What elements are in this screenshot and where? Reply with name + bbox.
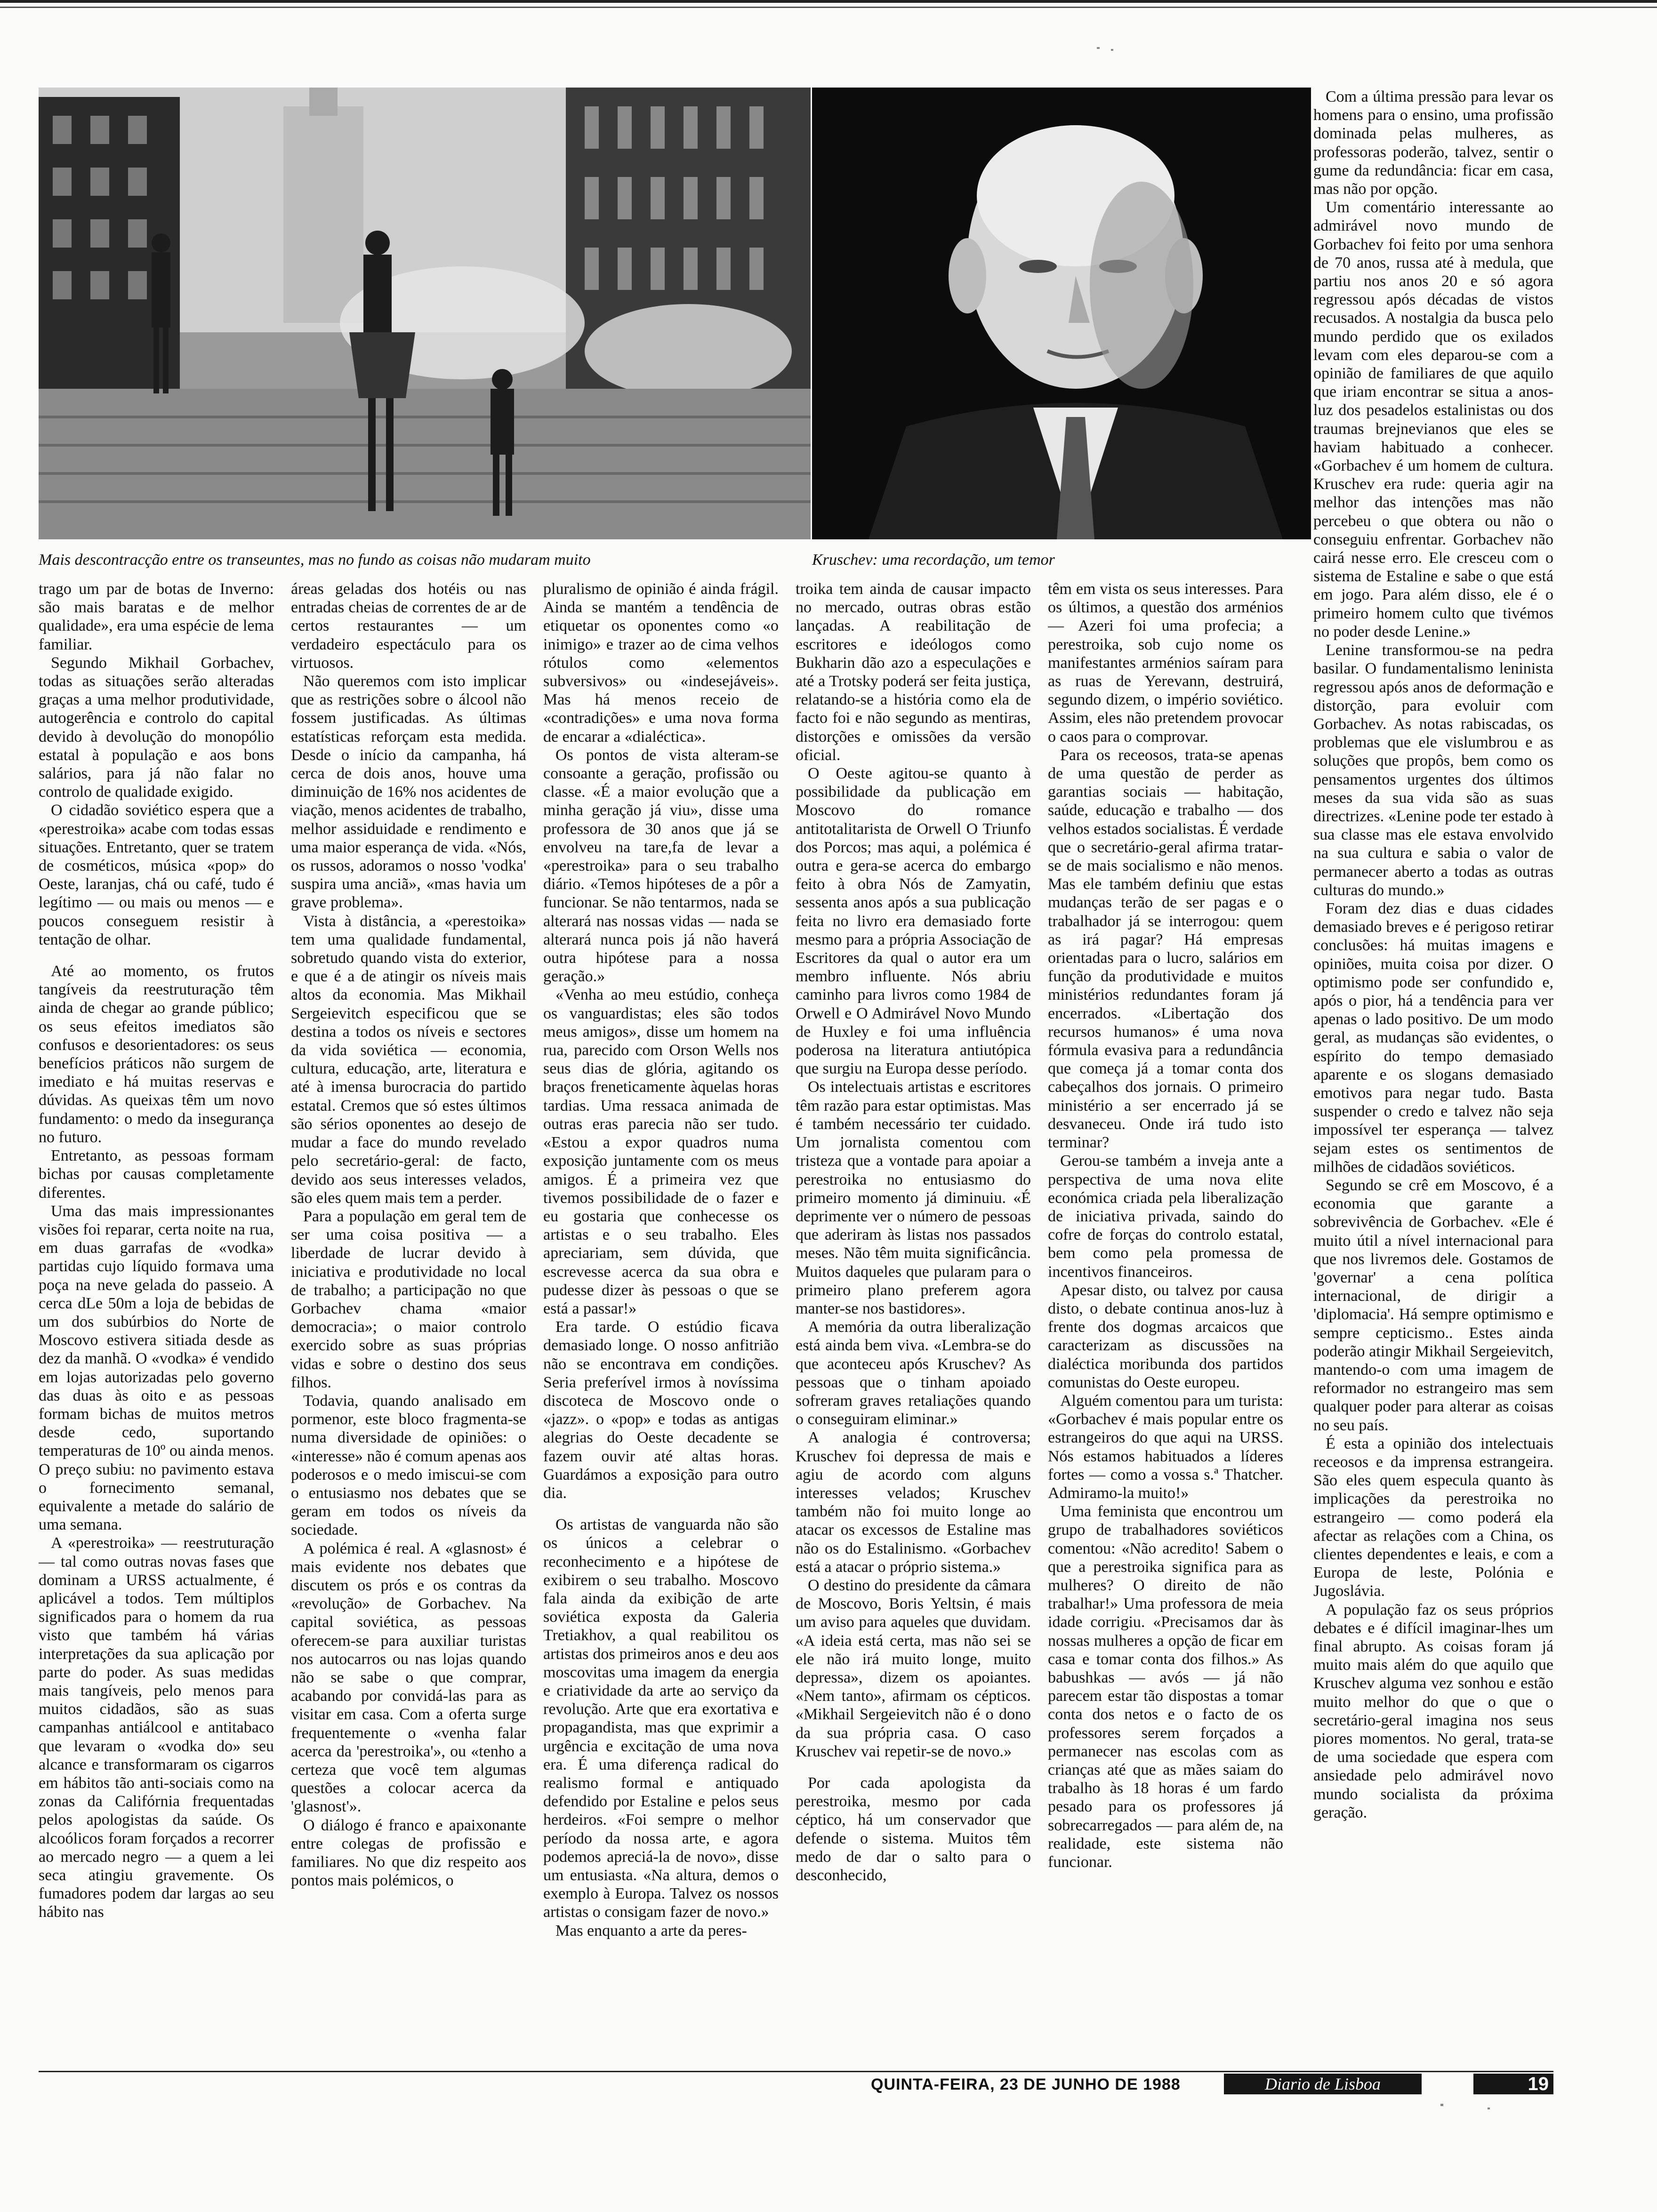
- top-rule: [0, 0, 1657, 3]
- paragraph: O cidadão soviético espera que a «perestroika» acabe com todas essas situações. Entretanto, quer se tratem de cosméticos, música «pop» do Oeste, laranjas, chá ou café, tudo é legítimo — ou mais ou menos — e poucos conseguem resistir à tentação de olhar.: [39, 801, 274, 948]
- article-column-3: [543, 580, 779, 2065]
- paragraph: Não queremos com isto implicar que as restrições sobre o álcool não fossem justificadas. As últimas estatísticas reforçam esta medida. Desde o início da campanha, há cerca de dois anos, houve uma diminuição de 16% nos acidentes de viação, menos acidentes de trabalho, melhor assiduidade e rendimento e uma maior esperança de vida. «Nós, os russos, adoramos o nosso 'vodka' suspira uma anciã», «mas havia um grave problema».: [291, 673, 526, 912]
- paragraph: Um comentário interessante ao admirável novo mundo de Gorbachev foi feito por uma senhora de 70 anos, russa até à medula, que partiu nos anos 20 e só agora regressou após décadas de vistos recusados. A nostalgia da busca pelo mundo perdido que os exilados levam com eles deparou-se com a opinião de familiares de que aquilo que iriam encontrar se situa a anos-luz dos pesadelos estalinistas ou dos traumas brejnevianos que eles se haviam habituado a conhecer. «Gorbachev é um homem de cultura. Kruschev era rude: queria agir na melhor das intenções mas não percebeu o que obtera ou não o conseguiu enfrentar. Gorbachev não cairá nesse erro. Ele cresceu com o sistema de Estaline e sabe o que está em jogo. Para além disso, ele é o primeiro homem culto que tivémos no poder desde Lenine.»: [1313, 199, 1553, 641]
- paragraph: Mas enquanto a arte da peres-: [555, 1922, 747, 1940]
- newspaper-masthead: Diario de Lisboa: [1224, 2074, 1422, 2094]
- paragraph: A memória da outra liberalização está ainda bem viva. «Lembra-se do que aconteceu após Kruschev? As pessoas que o tinham apoiado sofreram graves retaliações quando o conseguiram eliminar.»: [796, 1318, 1031, 1428]
- page-number: 19: [1473, 2074, 1553, 2094]
- article-column-2: [291, 580, 526, 2065]
- scan-speck: [1111, 49, 1113, 51]
- paragraph: Todavia, quando analisado em pormenor, este bloco fragmenta-se numa diversidade de opiniões: o «interesse» não é comum apenas aos poderosos e o medo imiscui-se com o entusiasmo nos debates que se geram em todos os níveis da sociedade.: [291, 1392, 526, 1539]
- paragraph: A analogia é controversa; Kruschev foi depressa de mais e agiu de acordo com alguns interesses velados; Kruschev também não foi muito longe ao atacar os excessos de Estaline mas não os do Estalinismo. «Gorbachev está a atacar o próprio sistema.»: [796, 1429, 1031, 1576]
- paragraph: O destino do presidente da câmara de Moscovo, Boris Yeltsin, é mais um aviso para aqueles que duvidam. «A ideia está certa, mas não sei se ele não irá muito longe, muito depressa», dizem os apoiantes. «Nem tanto», afirmam os cépticos. «Mikhail Sergeievitch não é o dono da sua própria casa. O caso Kruschev vai repetir-se de novo.»: [796, 1576, 1031, 1760]
- paragraph: Até ao momento, os frutos tangíveis da reestruturação têm ainda de chegar ao grande público; os seus efeitos imediatos são confusos e desorientadores: os seus benefícios práticos não surgem de imediato e há muitas reservas e dúvidas. As queixas têm um novo fundamento: o medo da insegurança no futuro.: [39, 962, 274, 1146]
- paragraph: A polémica é real. A «glasnost» é mais evidente nos debates que discutem os prós e os contras da «revolução» de Gorbachev. Na capital soviética, as pessoas oferecem-se para auxiliar turistas nos autocarros ou nas lojas quando não se sabe o que comprar, acabando por convidá-las para as visitar em casa. Com a oferta surge frequentemente o «venha falar acerca da 'perestroika'», ou «tenho a certeza que você tem algumas questões a colocar acerca da 'glasnost'».: [291, 1539, 526, 1816]
- paragraph: Por cada apologista da perestroika, mesmo por cada céptico, há um conservador que defende o sistema. Muitos têm medo de dar o salto para o desconhecido,: [796, 1774, 1031, 1884]
- scan-speck: [1488, 2108, 1490, 2109]
- paragraph: O diálogo é franco e apaixonante entre colegas de profissão e familiares. No que diz respeito aos pontos mais polémicos, o: [291, 1816, 526, 1890]
- paragraph: trago um par de botas de Inverno: são mais baratas e de melhor qualidade», era uma espécie de lema familiar.: [39, 580, 274, 653]
- paragraph: «Venha ao meu estúdio, conheça os vanguardistas; eles são todos meus amigos», disse um homem na rua, parecido com Orson Wells nos seus dias de glória, agitando os braços freneticamente àquelas horas tardias. Uma ressaca animada de outras eras parecia não ser tudo. «Estou a expor quadros numa exposição juntamente com os meus amigos. É a primeira vez que tivemos possibilidade de o fazer e eu gostaria que conhecesse os artistas e o seu trabalho. Eles apreciariam, sem dúvida, que escrevesse acerca da sua obra e pudesse dizer às pessoas o que se está a passar!»: [543, 986, 779, 1317]
- paragraph: Para os receosos, trata-se apenas de uma questão de perder as garantias sociais — habitação, saúde, educação e trabalho — dos velhos estados socialistas. É verdade que o secretário-geral afirma tratar-se de mais socialismo e não menos. Mas ele também definiu que estas mudanças terão de ser pagas e o trabalhador já se interrogou: quem as irá pagar? Há empresas orientadas para o lucro, salários em função da produtividade e muitos ministérios redundantes foram já encerrados. «Libertação dos recursos humanos» é uma nova fórmula evasiva para a redundância que começa já a tomar conta dos cabeçalhos dos jornais. O primeiro ministério a ser encerrado já se desvaneceu. Onde irá tudo isto terminar?: [1048, 746, 1283, 1152]
- paragraph: Os intelectuais artistas e escritores têm razão para estar optimistas. Mas é também necessário ter cuidado. Um jornalista comentou com tristeza que a vontade para apoiar a perestroika no entusiasmo do primeiro momento já diminuiu. «É deprimente ver o número de pessoas que aderiram às listas nos passados meses. Não têm muita significância. Muitos daqueles que pularam para o primeiro plano preferem agora manter-se nos bastidores».: [796, 1078, 1031, 1317]
- paragraph: Alguém comentou para um turista: «Gorbachev é mais popular entre os estrangeiros do que aqui na URSS. Nós estamos habituados a líderes fortes — como a vossa s.ª Thatcher. Admiramo-la muito!»: [1048, 1392, 1283, 1502]
- paragraph: Segundo se crê em Moscovo, é a economia que garante a sobrevivência de Gorbachev. «Ele é muito útil a nível internacional para que nos livremos dele. Gostamos de 'governar' a cena política internacional, de dirigir a 'diplomacia'. Há sempre optimismo e sempre cepticismo.. Estes ainda poderão atingir Mikhail Sergeievitch, mantendo-o com uma imagem de reformador no estrangeiro mas sem qualquer poder para alterar as coisas no seu país.: [1313, 1176, 1553, 1434]
- paragraph: Os artistas de vanguarda não são os únicos a celebrar o reconhecimento e a hipótese de exibirem o seu trabalho. Moscovo fala ainda da exibição de arte soviética exposta da Galeria Tretiakhov, a qual reabilitou os artistas dos primeiros anos e deu aos moscovitas uma imagem da energia e criatividade da arte ao serviço da revolução. Arte que era exortativa e propagandista, mas que exprimir a urgência e excitação de uma nova era. É uma diferença radical do realismo formal e antiquado defendido por Estaline e pelos seus herdeiros. «Foi sempre o melhor período da nossa arte, e agora podemos apreciá-la de novo», disse um entusiasta. «Na altura, demos o exemplo à Europa. Talvez os nossos artistas o consigam fazer de novo.»: [543, 1516, 779, 1921]
- paragraph: Apesar disto, ou talvez por causa disto, o debate continua anos-luz à frente dos dogmas arcaicos que caracterizam as discussões na dialéctica moribunda dos partidos comunistas do Oeste europeu.: [1048, 1281, 1283, 1391]
- paragraph: Segundo Mikhail Gorbachev, todas as situações serão alteradas graças a uma melhor produtividade, autogerência e controlo do capital devido à devolução do monopólio estatal à população e aos bons salários, para já não falar no controlo de qualidade exigido.: [39, 654, 274, 801]
- kruschev-portrait-photo: [812, 88, 1311, 539]
- paragraph: A «perestroika» — reestruturação — tal como outras novas fases que dominam a URSS actualmente, é aplicável a todos. Tem múltiplos significados para o homem da rua visto que também há várias interpretações da sua aplicação por parte do poder. As suas medidas mais tangíveis, pelo menos para muitos cidadãos, são as suas campanhas antiálcool e antitabaco que levaram o «vodka do» seu alcance e transformaram os cigarros em hábitos tão anti-sociais como na zonas da Califórnia frequentadas pelos apologistas da saúde. Os alcoólicos foram forçados a recorrer ao mercado negro — a quem a lei seca atingiu gravemente. Os fumadores podem dar largas ao seu hábito nas: [39, 1534, 274, 1921]
- paragraph: Gerou-se também a inveja ante a perspectiva de uma nova elite económica criada pela liberalização de iniciativa privada, saindo do cofre de forças do controlo estatal, bem como pela promessa de incentivos financeiros.: [1048, 1152, 1283, 1281]
- right-photo-caption: Kruschev: uma recordação, um temor: [812, 551, 1055, 569]
- paragraph: Era tarde. O estúdio ficava demasiado longe. O nosso anfitrião não se encontrava em condições. Seria preferível irmos à novíssima discoteca de Moscovo onde o «jazz». o «pop» e todas as antigas alegrias do Oeste decadente se fazem ouvir até altas horas. Guardámos a exposição para outro dia.: [543, 1318, 779, 1502]
- paragraph: Com a última pressão para levar os homens para o ensino, uma profissão dominada pelas mulheres, as professoras poderão, talvez, sentir o gume da redundância: ficar em casa, mas não por opção.: [1313, 88, 1553, 198]
- article-column-6: [1313, 88, 1553, 2069]
- paragraph: Uma das mais impressionantes visões foi reparar, certa noite na rua, em duas garrafas de «vodka» partidas cujo líquido formava uma poça na neve gelada do passeio. A cerca dLe 50m a loja de bebidas de um dos subúrbios do Norte de Moscovo estivera sitiada desde as dez da manhã. O «vodka» é vendido em lojas autorizadas pelo governo das duas às oito e as pessoas formam bichas de muitos metros desde cedo, suportando temperaturas de 10º ou ainda menos. O preço subiu: no pavimento estava o fornecimento semanal, equivalente a metade do salário de uma semana.: [39, 1202, 274, 1534]
- scan-speck: [1440, 2104, 1443, 2106]
- paragraph: Uma feminista que encontrou um grupo de trabalhadores soviéticos comentou: «Não acredito! Sabem o que a perestroika significa para as mulheres? O direito de não trabalhar!» Uma professora de meia idade corrigiu. «Precisamos dar às nossas mulheres a opção de ficar em casa e tomar conta dos filhos.» As babushkas — avós — já não parecem estar tão dispostas a tomar conta dos netos e o facto de os professores serem forçados a permanecer nas escolas com as crianças até que as mães saiam do trabalho às 18 horas é um fardo pesado para os professores já sobrecarregados — para além de, na realidade, este sistema não funcionar.: [1048, 1503, 1283, 1871]
- scan-speck: [1097, 47, 1100, 49]
- article-column-5: [1048, 580, 1283, 2065]
- paragraph: O Oeste agitou-se quanto à possibilidade da publicação em Moscovo do romance antitotalitarista de Orwell O Triunfo dos Porcos; mas aqui, a polémica é outra e gera-se acerca do embargo feito à obra Nós de Zamyatin, sessenta anos após a sua publicação feita no livro era demasiado forte mesmo para a própria Associação de Escritores da qual o autor era um membro influente. Nós abriu caminho para livros como 1984 de Orwell e O Admirável Novo Mundo de Huxley e foi uma influência poderosa na literatura antiutópica que surgiu na Europa desse período.: [796, 765, 1031, 1078]
- paragraph: Vista à distância, a «perestoika» tem uma qualidade fundamental, sobretudo quando vista do exterior, e que é a de atingir os níveis mais altos da economia. Mas Mikhail Sergeievitch especificou que se destina a todos os níveis e sectores da vida soviética — economia, cultura, educação, arte, literatura e até à imensa burocracia do partido estatal. Cremos que só estes últimos são sérios oponentes ao desejo de mudar a face do mundo revelado pelo secretário-geral: de facto, devido aos seus interesses velados, são eles quem mais tem a perder.: [291, 912, 526, 1207]
- paragraph: áreas geladas dos hotéis ou nas entradas cheias de correntes de ar de certos restaurantes — um verdadeiro espectáculo para os virtuosos.: [291, 580, 526, 672]
- footer-rule: [39, 2071, 1553, 2072]
- paragraph: Foram dez dias e duas cidades demasiado breves e é perigoso retirar conclusões: há muitas imagens e opiniões, muita coisa por dizer. O optimismo pode ser confundido e, após o pior, há a tendência para ver apenas o lado positivo. De um modo geral, as mudanças são evidentes, o espírito do tempo demasiado aparente e os slogans demasiado emotivos para negar tudo. Basta suspender o credo e talvez não seja impossível ter esperança — talvez sejam estes os sentimentos de milhões de cidadãos soviéticos.: [1313, 899, 1553, 1176]
- paragraph: Para a população em geral tem de ser uma coisa positiva — a liberdade de lucrar devido à iniciativa e produtividade no local de trabalho; a participação no que Gorbachev chama «maior democracia»; o maior controlo exercido sobre as suas próprias vidas e sobre o destino dos seus filhos.: [291, 1207, 526, 1391]
- paragraph: pluralismo de opinião é ainda frágil. Ainda se mantém a tendência de etiquetar os oponentes como «o inimigo» e trazer ao de cima velhos rótulos como «elementos subversivos» ou «indesejáveis». Mas há menos receio de «contradições» e uma nova forma de encarar a «dialéctica».: [543, 580, 779, 745]
- top-rule-secondary: [0, 7, 1657, 8]
- left-photo-caption: Mais descontracção entre os transeuntes, mas no fundo as coisas não mudaram muito: [39, 551, 591, 569]
- street-scene-photo: [39, 88, 811, 539]
- issue-date: QUINTA-FEIRA, 23 DE JUNHO DE 1988: [871, 2076, 1181, 2093]
- paragraph: É esta a opinião dos intelectuais receosos e da imprensa estrangeira. São eles quem especula quanto às implicações da perestroika no estrangeiro — como poderá ela afectar as relações com a China, os clientes dependentes e leais, e com a Europa de leste, Polónia e Jugoslávia.: [1313, 1435, 1553, 1600]
- article-column-4: [796, 580, 1031, 2065]
- paragraph: têm em vista os seus interesses. Para os últimos, a questão dos arménios — Azeri foi uma profecia; a perestroika, sob cujo nome os manifestantes arménios saíram para as ruas de Yerevann, destruirá, segundo dizem, o império soviético. Assim, eles não pretendem provocar o caos para o comprovar.: [1048, 580, 1283, 745]
- paragraph: troika tem ainda de causar impacto no mercado, outras obras estão lançadas. A reabilitação de escritores e ideólogos como Bukharin dão azo a especulações e até a Trotsky poderá ser feita justiça, relatando-se a história como ela de facto foi e não segundo as mentiras, distorções e omissões da versão oficial.: [796, 580, 1031, 764]
- article-column-1: [39, 580, 274, 2065]
- paragraph: Os pontos de vista alteram-se consoante a geração, profissão ou classe. «É a maior evolução que a minha geração já viu», disse uma professora de 30 anos que já se envolveu na tare,fa de levar a «perestroika» para o seu trabalho diário. «Temos hipóteses de a pôr a funcionar. Se não tentarmos, nada se alterará nas nossas vidas — nada se alterará nunca pois já não haverá outra hipótese para a nossa geração.»: [543, 746, 779, 986]
- paragraph: Entretanto, as pessoas formam bichas por causas completamente diferentes.: [39, 1147, 274, 1202]
- paragraph: Lenine transformou-se na pedra basilar. O fundamentalismo leninista regressou após anos de deformação e distorção, para evoluir com Gorbachev. As notas rabiscadas, os problemas que ele vislumbrou e as soluções que propôs, bem como os pensamentos urgentes dos últimos meses da sua vida são as suas directrizes. «Lenine pode ter estado à sua classe mas ele estava envolvido na sua cultura e sabia o valor de permanecer aberto a todas as outras culturas do mundo.»: [1313, 641, 1553, 899]
- paragraph: A população faz os seus próprios debates e é difícil imaginar-lhes um final abrupto. As coisas foram já muito mais além do que aquilo que Kruschev alguma vez sonhou e estão muito melhor do que o que o secretário-geral imagina nos seus piores momentos. No geral, trata-se de uma sociedade que espera com ansiedade pelo admirável novo mundo socialista da próxima geração.: [1313, 1601, 1553, 1821]
